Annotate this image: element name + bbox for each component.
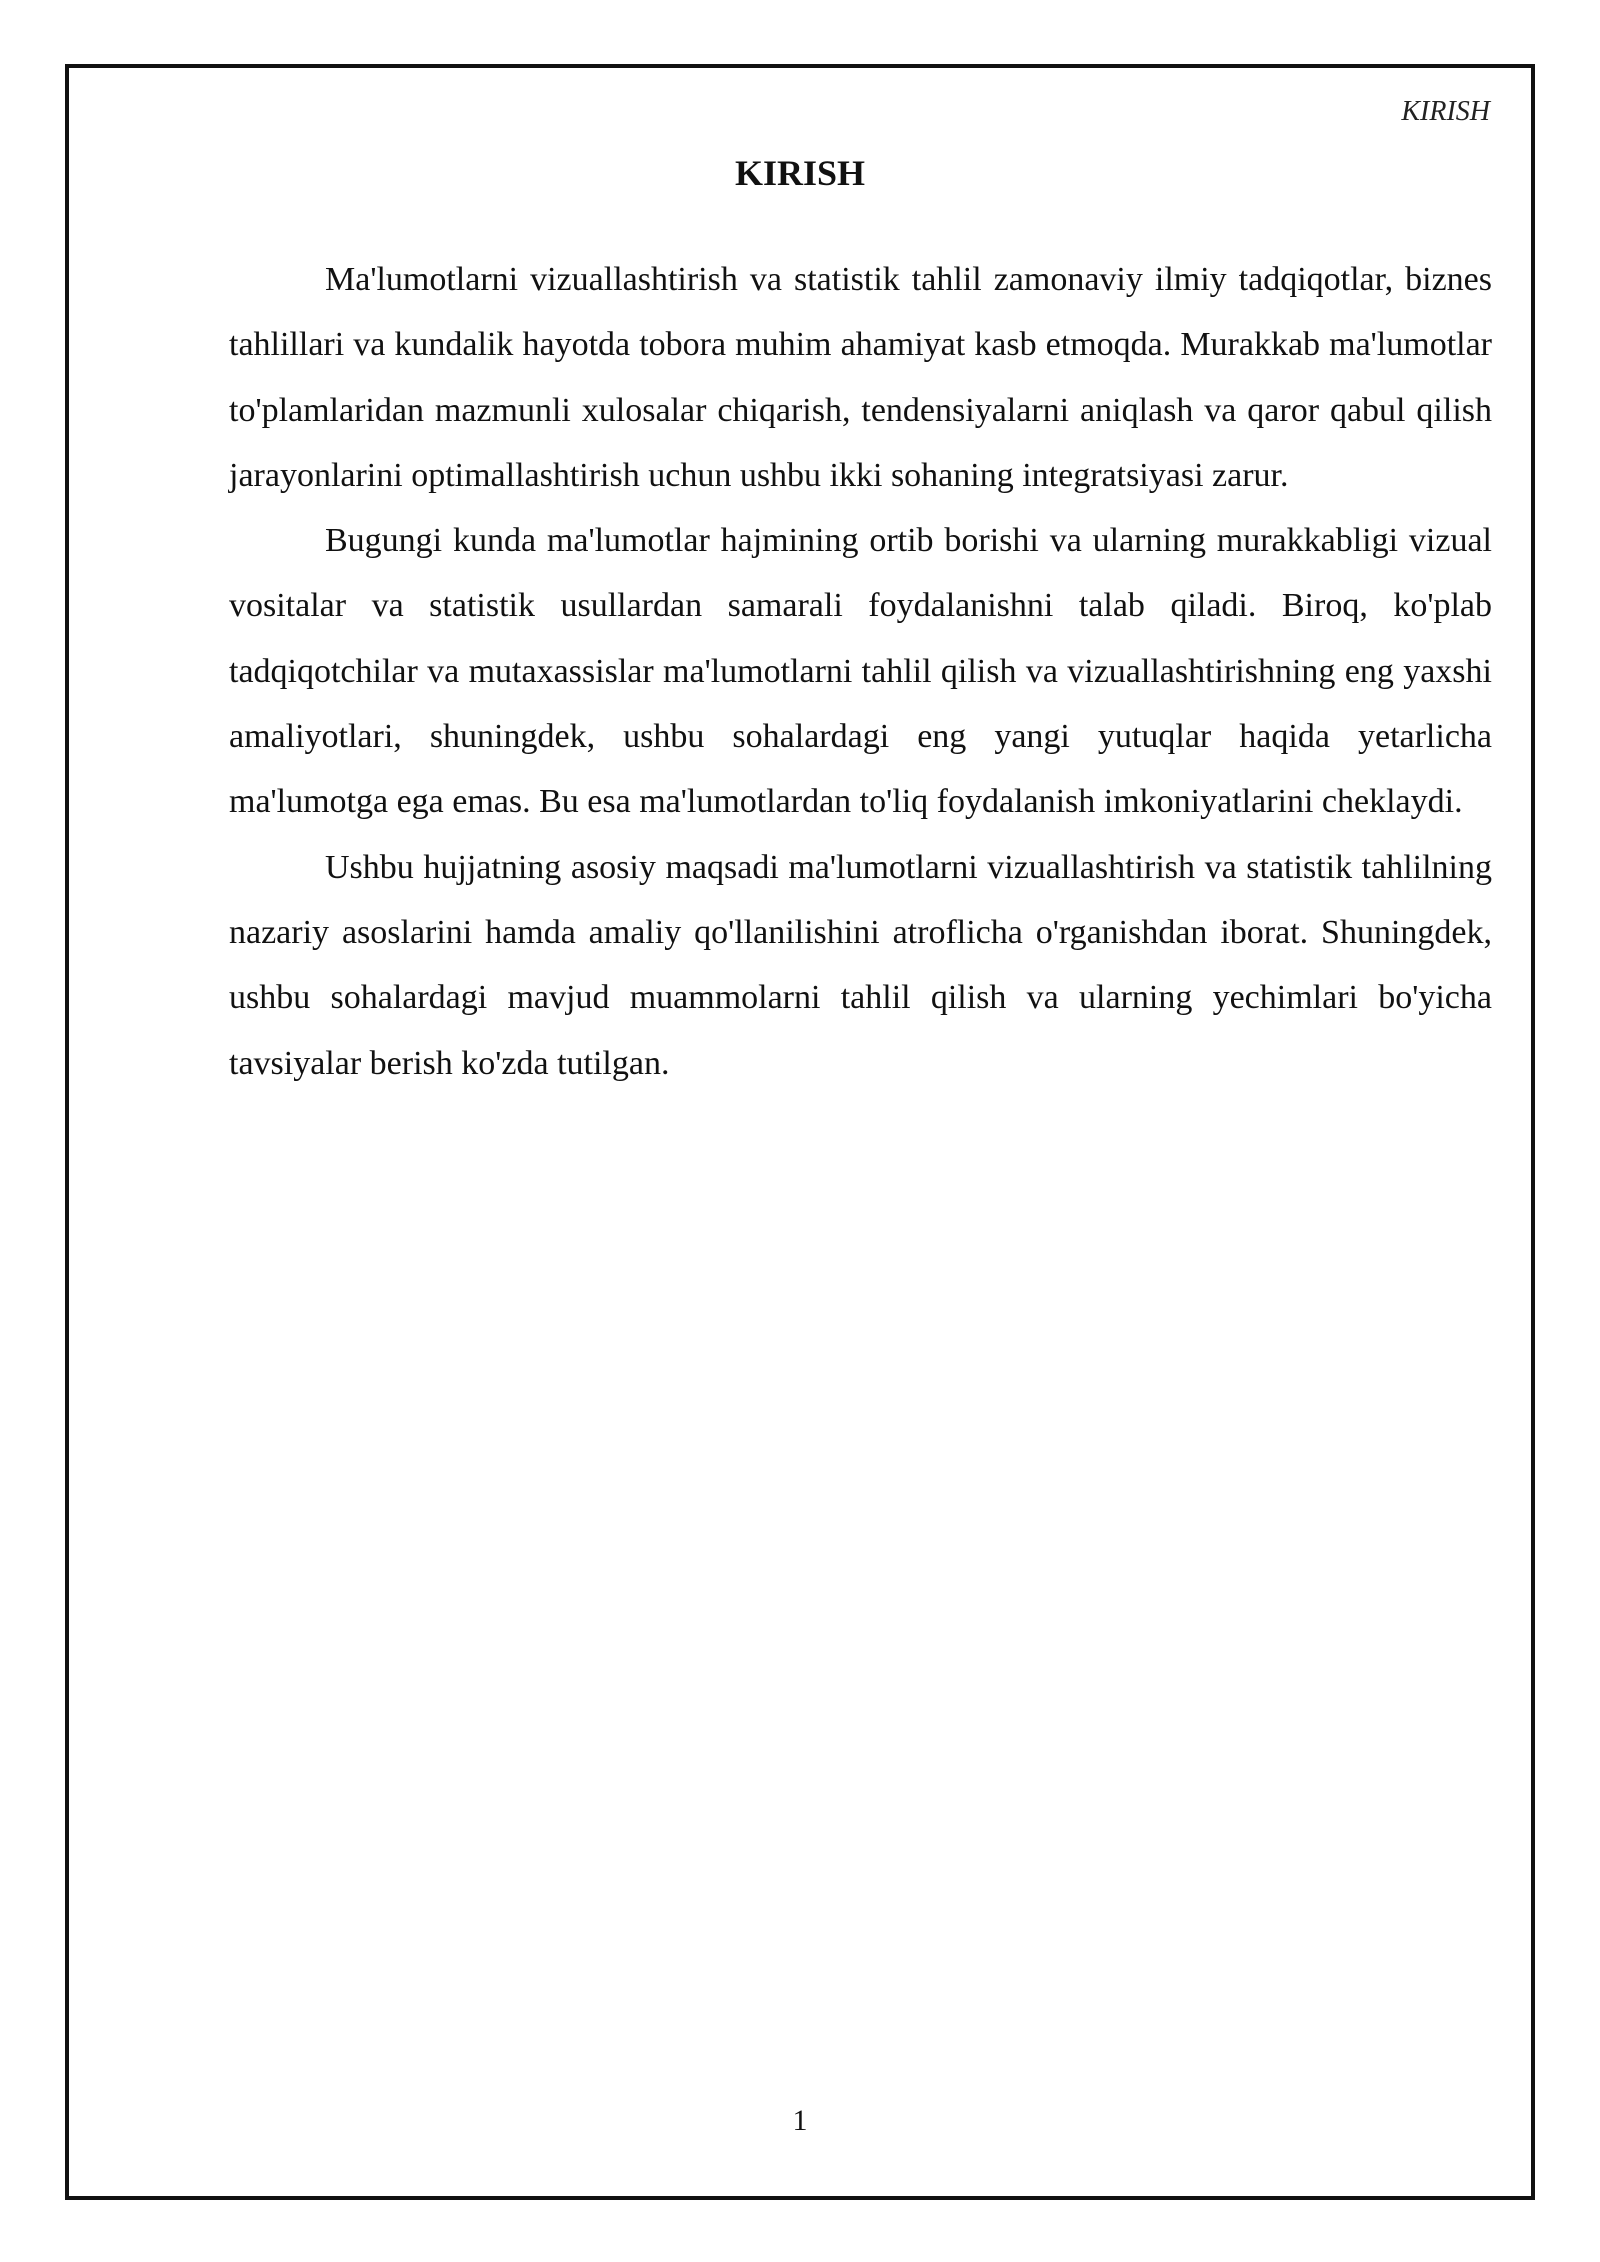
document-body (229, 247, 1492, 1096)
page-number: 1 (792, 2104, 808, 2137)
paragraph-1: Ma'lumotlarni vizuallashtirish va statistik tahlil zamonaviy ilmiy tadqiqotlar, biznes tahlillari va kundalik hayotda tobora muhim ahamiyat kasb etmoqda. Murakkab ma'lumotlar to'plamlaridan mazmunli xulosalar chiqarish, tendensiyalarni aniqlash va qaror qabul qilish jarayonlarini optimallashtirish uchun ushbu ikki sohaning integratsiyasi zarur. (229, 261, 1492, 494)
paragraph-2: Bugungi kunda ma'lumotlar hajmining ortib borishi va ularning murakkabligi vizual vositalar va statistik usullardan samarali foydalanishni talab qiladi. Biroq, ko'plab tadqiqotchilar va mutaxassislar ma'lumotlarni tahlil qilish va vizuallashtirishning eng yaxshi amaliyotlari, shuningdek, ushbu sohalardagi eng yangi yutuqlar haqida yetarlicha ma'lumotga ega emas. Bu esa ma'lumotlardan to'liq foydalanish imkoniyatlarini cheklaydi. (229, 522, 1492, 821)
running-header: KIRISH (1401, 96, 1490, 127)
document-title: KIRISH (734, 153, 866, 193)
paragraph-3: Ushbu hujjatning asosiy maqsadi ma'lumotlarni vizuallashtirish va statistik tahlilning nazariy asoslarini hamda amaliy qo'llanilishini atroflicha o'rganishdan iborat. Shuningdek, ushbu sohalardagi mavjud muammolarni tahlil qilish va ularning yechimlari bo'yicha tavsiyalar berish ko'zda tutilgan. (229, 848, 1492, 1082)
